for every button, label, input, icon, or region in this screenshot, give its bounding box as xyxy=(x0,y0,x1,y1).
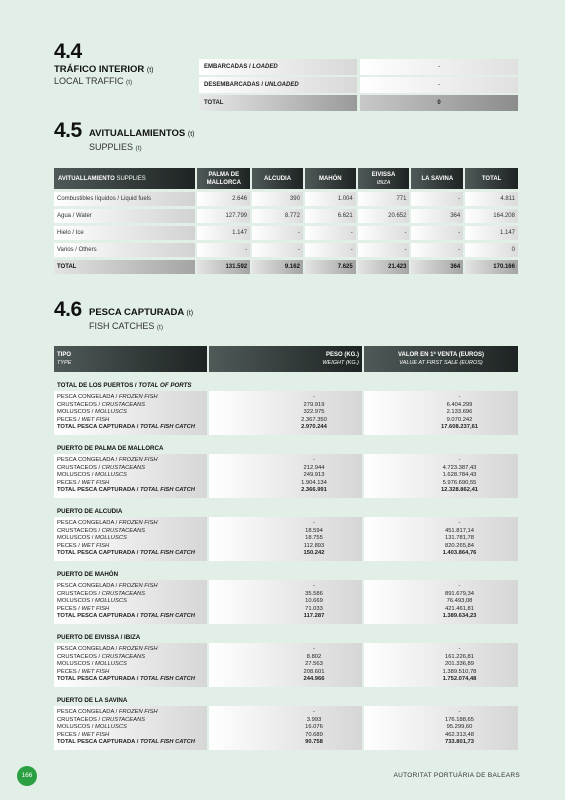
table-header xyxy=(54,346,518,372)
port-section-title: PUERTO DE EIVISSA / IBIZA xyxy=(57,634,141,641)
type-label: CRUSTACEOS / CRUSTACEANS xyxy=(57,401,146,408)
type-label: PESCA CONGELADA / FROZEN FISH xyxy=(57,394,158,400)
weight-value: 1.904.134 xyxy=(301,479,327,486)
fish-catches-table xyxy=(54,346,518,758)
sale-value: 95.299,60 xyxy=(446,724,473,730)
table-cell: 1.147 xyxy=(197,226,250,240)
type-label: MOLUSCOS / MOLLUSCS xyxy=(57,724,127,730)
sale-value: 17.608.237,61 xyxy=(440,424,479,430)
sale-value: 12.328.862,41 xyxy=(440,487,479,493)
table-cell: - xyxy=(411,226,463,240)
sale-value: 733.801,73 xyxy=(444,739,474,745)
type-column xyxy=(54,454,207,498)
row-value: - xyxy=(360,59,518,75)
table-cell: 127.799 xyxy=(197,209,250,223)
weight-value: 244.966 xyxy=(303,676,325,682)
type-column xyxy=(54,643,207,687)
col-header-total: TOTAL xyxy=(465,168,518,189)
table-row xyxy=(54,243,518,257)
table-cell: 20.652 xyxy=(358,209,410,223)
section-subtitle-4-6 xyxy=(89,321,163,331)
sale-value: 451.817,14 xyxy=(444,527,474,534)
type-label: MOLUSCOS / MOLLUSCS xyxy=(57,409,127,415)
weight-value: - xyxy=(313,709,315,715)
port-section-title: PUERTO DE LA SAVINA xyxy=(57,697,128,704)
sale-value: 891.679,34 xyxy=(444,590,474,597)
section-title-es: TRÁFICO INTERIOR xyxy=(54,64,145,75)
type-label: TOTAL PESCA CAPTURADA / TOTAL FISH CATCH xyxy=(57,613,195,619)
col-header-la-savina: LA SAVINA xyxy=(411,168,463,189)
weight-column xyxy=(209,643,362,687)
table-row xyxy=(54,192,518,206)
weight-value: 208.601 xyxy=(303,668,325,675)
type-label: MOLUSCOS / MOLLUSCS xyxy=(57,472,127,478)
table-cell: 131.592 xyxy=(197,260,250,274)
section-subtitle-unit: (t) xyxy=(135,145,142,152)
table-cell: Combustibles líquidos / Liquid fuels xyxy=(54,192,195,206)
table-row xyxy=(54,209,518,223)
sale-value: 161.226,81 xyxy=(444,653,474,660)
weight-value: 150.242 xyxy=(303,550,325,556)
type-label: PESCA CONGELADA / FROZEN FISH xyxy=(57,709,158,715)
weight-column xyxy=(209,454,362,498)
type-label: PECES / WET FISH xyxy=(57,731,110,738)
section-subtitle-unit: (t) xyxy=(156,324,163,331)
col-header-mahon: MAHÓN xyxy=(305,168,356,189)
sale-value: 176.188,65 xyxy=(444,716,474,723)
port-section-block xyxy=(54,580,518,624)
port-section-title: TOTAL DE LOS PUERTOS / TOTAL OF PORTS xyxy=(57,382,192,389)
weight-value: 212.944 xyxy=(303,464,325,471)
weight-value: 2.970.244 xyxy=(301,424,327,430)
type-label: PECES / WET FISH xyxy=(57,416,110,423)
table-cell: 7.625 xyxy=(305,260,356,274)
type-label: TOTAL PESCA CAPTURADA / TOTAL FISH CATCH xyxy=(57,739,195,745)
type-label: CRUSTACEOS / CRUSTACEANS xyxy=(57,527,146,534)
value-column xyxy=(364,454,518,498)
section-subtitle-4-4 xyxy=(54,76,132,86)
table-total-row xyxy=(199,95,518,111)
table-cell: 771 xyxy=(358,192,410,206)
sale-value: 131.781,78 xyxy=(444,535,474,541)
port-section-block xyxy=(54,454,518,498)
sale-value: 76.493,08 xyxy=(446,598,473,604)
type-label: TOTAL PESCA CAPTURADA / TOTAL FISH CATCH xyxy=(57,550,195,556)
table-cell: - xyxy=(252,243,303,257)
row-value: 0 xyxy=(360,95,518,111)
table-row xyxy=(199,77,518,93)
supplies-table xyxy=(54,168,518,274)
weight-value: 117.287 xyxy=(303,613,325,619)
table-cell: 364 xyxy=(411,209,463,223)
table-cell: - xyxy=(252,226,303,240)
table-cell: 1.004 xyxy=(305,192,356,206)
value-column xyxy=(364,517,518,561)
sale-value: - xyxy=(458,394,461,400)
port-section-block xyxy=(54,391,518,435)
weight-value: - xyxy=(313,583,315,589)
section-title-en: LOCAL TRAFFIC xyxy=(54,76,124,86)
row-value: - xyxy=(360,77,518,93)
col-header-palma: PALMA DE MALLORCA xyxy=(197,168,250,189)
type-column xyxy=(54,517,207,561)
weight-value: 279.919 xyxy=(303,401,325,408)
section-title-unit: (t) xyxy=(187,131,195,138)
section-subtitle-unit: (t) xyxy=(126,79,133,86)
weight-value: 3.993 xyxy=(306,716,322,723)
table-row xyxy=(199,59,518,75)
sale-value: - xyxy=(458,709,461,715)
sale-value: 1.389.510,78 xyxy=(442,668,477,675)
local-traffic-table xyxy=(199,59,518,113)
value-column xyxy=(364,706,518,750)
weight-value: 90.758 xyxy=(305,739,323,745)
weight-value: 18.755 xyxy=(305,535,323,541)
row-label: DESEMBARCADAS / UNLOADED xyxy=(199,77,357,93)
sale-value: - xyxy=(458,457,461,463)
weight-value: - xyxy=(313,394,315,400)
col-header-type: TIPO TYPE xyxy=(54,346,207,372)
section-title-en: SUPPLIES xyxy=(89,142,134,152)
weight-value: 249.913 xyxy=(303,472,325,478)
table-cell: - xyxy=(358,243,410,257)
type-label: MOLUSCOS / MOLLUSCS xyxy=(57,535,127,541)
table-cell: 9.162 xyxy=(252,260,303,274)
type-label: CRUSTACEOS / CRUSTACEANS xyxy=(57,653,146,660)
table-cell: Agua / Water xyxy=(54,209,195,223)
section-title-4-6 xyxy=(89,307,193,318)
table-total-row xyxy=(54,260,518,274)
sale-value: - xyxy=(458,646,461,652)
table-cell: 164.208 xyxy=(465,209,518,223)
table-cell: 0 xyxy=(465,243,518,257)
col-header-value: VALOR EN 1ª VENTA (EUROS) VALUE AT FIRST SALE (EUROS) xyxy=(364,346,518,372)
table-cell: 364 xyxy=(411,260,463,274)
col-header-weight: PESO (KG.) WEIGHT (KG.) xyxy=(209,346,362,372)
value-column xyxy=(364,580,518,624)
weight-column xyxy=(209,517,362,561)
sale-value: 421.461,81 xyxy=(444,605,474,612)
type-label: PECES / WET FISH xyxy=(57,605,110,612)
weight-value: 16.076 xyxy=(305,724,323,730)
type-label: PECES / WET FISH xyxy=(57,542,110,549)
table-cell: - xyxy=(305,226,356,240)
weight-column xyxy=(209,391,362,435)
sale-value: 2.133.696 xyxy=(446,409,473,415)
section-title-unit: (t) xyxy=(186,310,194,317)
type-label: PESCA CONGELADA / FROZEN FISH xyxy=(57,520,158,526)
table-cell: 4.811 xyxy=(465,192,518,206)
sale-value: - xyxy=(458,520,461,526)
table-cell: - xyxy=(358,226,410,240)
row-label: EMBARCADAS / LOADED xyxy=(199,59,357,75)
weight-value: - xyxy=(313,646,315,652)
value-column xyxy=(364,391,518,435)
weight-value: 35.586 xyxy=(305,590,323,597)
sale-value: 820.265,84 xyxy=(444,542,474,549)
section-title-4-4 xyxy=(54,64,154,75)
table-cell: 2.646 xyxy=(197,192,250,206)
port-section-title: PUERTO DE PALMA DE MALLORCA xyxy=(57,445,164,452)
port-section-block xyxy=(54,706,518,750)
type-label: CRUSTACEOS / CRUSTACEANS xyxy=(57,590,146,597)
table-cell: - xyxy=(411,192,463,206)
table-cell: - xyxy=(197,243,250,257)
port-section-block xyxy=(54,517,518,561)
section-title-es: PESCA CAPTURADA xyxy=(89,307,184,318)
col-header-alcudia: ALCUDIA xyxy=(252,168,303,189)
table-cell: 6.621 xyxy=(305,209,356,223)
sale-value: 1.403.864,76 xyxy=(442,550,477,556)
type-column xyxy=(54,391,207,435)
type-label: PESCA CONGELADA / FROZEN FISH xyxy=(57,646,158,652)
table-cell: - xyxy=(305,243,356,257)
section-number-4-5: 4.5 xyxy=(54,119,82,142)
footer-publisher: AUTORITAT PORTUÀRIA DE BALEARS xyxy=(393,772,520,779)
weight-column xyxy=(209,706,362,750)
sale-value: 4.723.387,43 xyxy=(442,464,477,471)
weight-value: 112.893 xyxy=(303,542,325,549)
type-label: TOTAL PESCA CAPTURADA / TOTAL FISH CATCH xyxy=(57,676,195,682)
sale-value: 9.070.242 xyxy=(446,416,473,423)
section-number-4-6: 4.6 xyxy=(54,298,82,321)
weight-value: - xyxy=(313,457,315,463)
weight-value: 8.802 xyxy=(306,653,322,660)
type-label: CRUSTACEOS / CRUSTACEANS xyxy=(57,464,146,471)
weight-value: 70.689 xyxy=(305,731,323,738)
sale-value: 6.404.299 xyxy=(446,401,473,408)
type-column xyxy=(54,580,207,624)
table-cell: 390 xyxy=(252,192,303,206)
weight-value: 322.975 xyxy=(303,409,325,415)
weight-column xyxy=(209,580,362,624)
type-label: PESCA CONGELADA / FROZEN FISH xyxy=(57,457,158,463)
type-label: PESCA CONGELADA / FROZEN FISH xyxy=(57,583,158,589)
sale-value: 1.628.784,43 xyxy=(442,472,477,478)
type-label: CRUSTACEOS / CRUSTACEANS xyxy=(57,716,146,723)
row-label: TOTAL xyxy=(199,95,357,111)
weight-value: - xyxy=(313,520,315,526)
weight-value: 2.367.350 xyxy=(301,416,327,423)
weight-value: 71.033 xyxy=(305,605,323,612)
weight-value: 18.594 xyxy=(305,527,323,534)
table-cell: Hielo / Ice xyxy=(54,226,195,240)
section-title-en: FISH CATCHES xyxy=(89,321,155,331)
sale-value: 1.389.634,23 xyxy=(442,613,477,619)
table-cell: 1.147 xyxy=(465,226,518,240)
table-row xyxy=(54,226,518,240)
page-number: 166 xyxy=(17,766,37,786)
type-label: PECES / WET FISH xyxy=(57,479,110,486)
type-label: MOLUSCOS / MOLLUSCS xyxy=(57,661,127,667)
table-cell: - xyxy=(411,243,463,257)
sale-value: 1.752.074,48 xyxy=(442,676,477,682)
section-title-unit: (t) xyxy=(146,67,154,74)
table-cell: 21.423 xyxy=(358,260,410,274)
section-title-4-5 xyxy=(89,128,194,139)
type-label: TOTAL PESCA CAPTURADA / TOTAL FISH CATCH xyxy=(57,487,195,493)
type-label: TOTAL PESCA CAPTURADA / TOTAL FISH CATCH xyxy=(57,424,195,430)
type-label: PECES / WET FISH xyxy=(57,668,110,675)
weight-value: 10.669 xyxy=(305,598,323,604)
sale-value: 462.313,48 xyxy=(444,731,474,738)
weight-value: 2.366.991 xyxy=(301,487,327,493)
table-header xyxy=(54,168,518,189)
section-title-es: AVITUALLAMIENTOS xyxy=(89,128,186,139)
weight-value: 27.563 xyxy=(305,661,323,667)
table-cell: TOTAL xyxy=(54,260,195,274)
section-subtitle-4-5 xyxy=(89,142,142,152)
type-column xyxy=(54,706,207,750)
col-header-supplies: AVITUALLAMIENTO SUPPLIES xyxy=(54,168,195,189)
port-section-title: PUERTO DE MAHÓN xyxy=(57,571,119,578)
section-number-4-4: 4.4 xyxy=(54,40,82,63)
type-label: MOLUSCOS / MOLLUSCS xyxy=(57,598,127,604)
col-header-eivissa: EIVISSA IBIZA xyxy=(358,168,410,189)
sale-value: 5.976.690,55 xyxy=(442,479,477,486)
table-cell: 170.166 xyxy=(465,260,518,274)
table-cell: 8.772 xyxy=(252,209,303,223)
port-section-block xyxy=(54,643,518,687)
sale-value: - xyxy=(458,583,461,589)
sale-value: 201.336,89 xyxy=(444,661,474,667)
table-cell: Varios / Others xyxy=(54,243,195,257)
port-section-title: PUERTO DE ALCUDIA xyxy=(57,508,123,515)
value-column xyxy=(364,643,518,687)
